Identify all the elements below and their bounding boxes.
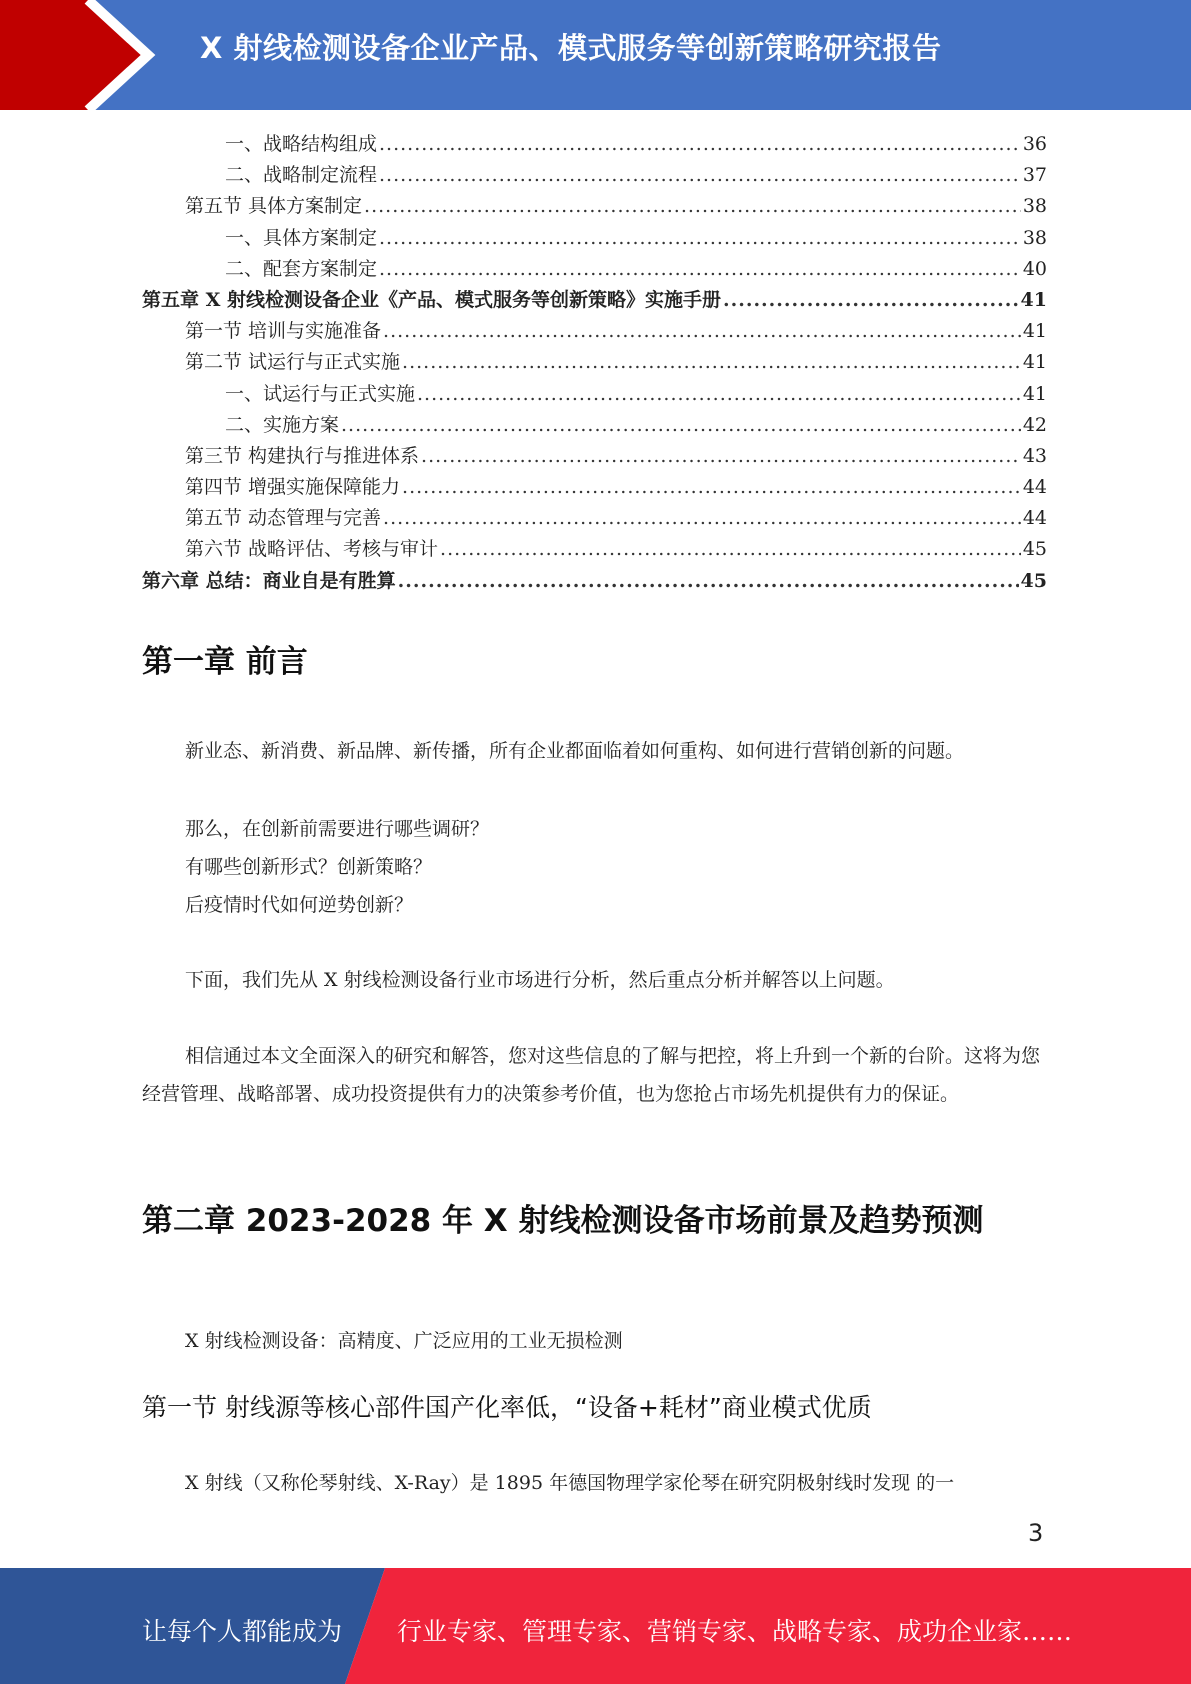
toc-entry-title: 第五节 动态管理与完善 xyxy=(185,507,382,530)
toc-entry-page: 41 xyxy=(1022,382,1047,405)
toc-leader-dots xyxy=(383,507,1021,529)
toc-entry-title: 一、试运行与正式实施 xyxy=(225,382,416,405)
header-title: X 射线检测设备企业产品、模式服务等创新策略研究报告 xyxy=(200,31,942,65)
toc-entry[interactable] xyxy=(142,160,1047,191)
toc-entry[interactable] xyxy=(142,191,1047,222)
toc-entry-title: 第二节 试运行与正式实施 xyxy=(185,351,401,374)
toc-entry-page: 45 xyxy=(1022,538,1047,561)
toc-entry-page: 44 xyxy=(1022,507,1047,530)
chapter1-question-2: 有哪些创新形式？创新策略？ xyxy=(185,856,433,878)
toc-leader-dots xyxy=(398,570,1019,592)
toc-entry-title: 一、战略结构组成 xyxy=(225,133,378,155)
toc-entry-page: 36 xyxy=(1022,133,1047,155)
chapter1-paragraph-1: 新业态、新消费、新品牌、新传播，所有企业都面临着如何重构、如何进行营销创新的问题。 xyxy=(185,740,965,762)
toc-entry[interactable] xyxy=(142,285,1047,316)
page-header xyxy=(0,0,1191,110)
page-number: 3 xyxy=(1028,1519,1044,1547)
toc-entry-page: 44 xyxy=(1022,476,1047,499)
toc-leader-dots xyxy=(341,414,1021,436)
toc-entry-title: 第三节 构建执行与推进体系 xyxy=(185,444,420,467)
toc-entry-page: 41 xyxy=(1022,351,1047,374)
toc-leader-dots xyxy=(364,195,1021,217)
chapter2-section1-heading: 第一节 射线源等核心部件国产化率低，“设备+耗材”商业模式优质 xyxy=(142,1393,872,1422)
footer-slogan-left: 让每个人都能成为 xyxy=(142,1617,343,1646)
toc-entry-title: 第五章 X 射线检测设备企业《产品、模式服务等创新策略》实施手册 xyxy=(142,288,721,311)
toc-entry-title: 二、实施方案 xyxy=(225,413,340,436)
toc-entry[interactable] xyxy=(142,316,1047,347)
toc-leader-dots xyxy=(421,445,1021,467)
toc-entry-page: 37 xyxy=(1022,164,1047,187)
toc-entry-title: 第六章 总结：商业自是有胜算 xyxy=(142,569,396,592)
toc-entry[interactable] xyxy=(142,503,1047,534)
toc-leader-dots xyxy=(402,476,1021,498)
page-footer xyxy=(0,1568,1191,1684)
footer-slogan-right: 行业专家、管理专家、营销专家、战略专家、成功企业家…… xyxy=(397,1617,1073,1646)
toc-entry-title: 第四节 增强实施保障能力 xyxy=(185,476,401,499)
toc-leader-dots xyxy=(723,289,1019,311)
toc-entry[interactable] xyxy=(142,534,1047,565)
toc-entry-page: 41 xyxy=(1020,288,1047,311)
toc-entry-page: 38 xyxy=(1022,195,1047,218)
toc-entry-page: 43 xyxy=(1022,444,1047,467)
chapter1-heading: 第一章 前言 xyxy=(142,644,308,680)
chapter2-heading: 第二章 2023-2028 年 X 射线检测设备市场前景及趋势预测 xyxy=(142,1203,984,1239)
chapter1-question-3: 后疫情时代如何逆势创新？ xyxy=(185,894,414,916)
chapter2-section1-paragraph: X 射线（又称伦琴射线、X-Ray）是 1895 年德国物理学家伦琴在研究阴极射线时发现 的一 xyxy=(185,1472,955,1494)
toc-entry[interactable] xyxy=(142,223,1047,254)
toc-leader-dots xyxy=(379,258,1021,280)
toc-entry[interactable] xyxy=(142,566,1047,597)
toc-entry-page: 40 xyxy=(1022,257,1047,280)
toc-entry[interactable] xyxy=(142,347,1047,378)
toc-leader-dots xyxy=(417,383,1021,405)
toc-entry[interactable] xyxy=(142,379,1047,410)
toc-leader-dots xyxy=(379,164,1021,186)
chapter2-intro: X 射线检测设备：高精度、广泛应用的工业无损检测 xyxy=(185,1330,623,1352)
toc-entry-page: 45 xyxy=(1020,569,1047,592)
toc-leader-dots xyxy=(379,227,1021,249)
toc-entry[interactable] xyxy=(142,410,1047,441)
toc-entry-title: 第六节 战略评估、考核与审计 xyxy=(185,538,439,561)
toc-entry-title: 第五节 具体方案制定 xyxy=(185,195,363,218)
toc-entry-title: 二、配套方案制定 xyxy=(225,257,378,280)
toc-leader-dots xyxy=(402,351,1021,373)
toc-entry-title: 二、战略制定流程 xyxy=(225,164,378,187)
chapter1-paragraph-3: 相信通过本文全面深入的研究和解答，您对这些信息的了解与把控，将上升到一个新的台阶。这将为您经营管理、战略部署、成功投资提供有力的决策参考价值，也为您抢占市场先机提供有力的保证。 xyxy=(142,1045,1041,1105)
toc-leader-dots xyxy=(379,133,1021,155)
toc-entry-page: 42 xyxy=(1022,413,1047,436)
toc-entry-page: 38 xyxy=(1022,226,1047,249)
table-of-contents xyxy=(142,129,1047,597)
toc-entry-title: 一、具体方案制定 xyxy=(225,226,378,249)
toc-entry-page: 41 xyxy=(1022,320,1047,343)
chapter1-paragraph-2: 下面，我们先从 X 射线检测设备行业市场进行分析，然后重点分析并解答以上问题。 xyxy=(185,969,895,991)
toc-leader-dots xyxy=(383,320,1021,342)
chapter1-question-1: 那么，在创新前需要进行哪些调研？ xyxy=(185,818,490,840)
toc-entry[interactable] xyxy=(142,472,1047,503)
toc-entry[interactable] xyxy=(142,441,1047,472)
toc-leader-dots xyxy=(440,538,1021,560)
toc-entry[interactable] xyxy=(142,129,1047,160)
toc-entry-title: 第一节 培训与实施准备 xyxy=(185,320,382,343)
toc-entry[interactable] xyxy=(142,254,1047,285)
